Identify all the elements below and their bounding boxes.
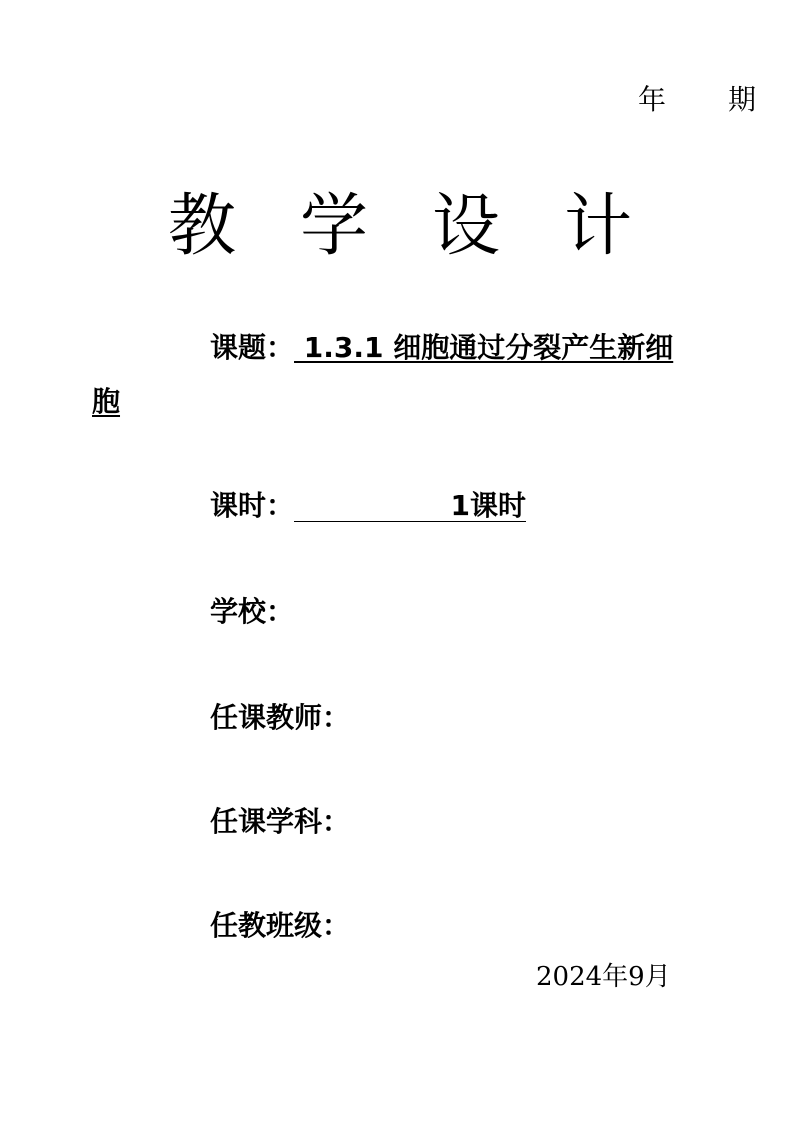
subject-label: 课题：: [210, 331, 295, 364]
period-label: 期: [727, 83, 756, 116]
subject-value-continuation: 胞: [92, 385, 121, 418]
discipline-label: 任课学科：: [210, 805, 351, 838]
lesson-label: 课时：: [210, 489, 295, 522]
school-field: [210, 590, 294, 630]
school-label: 学校：: [210, 595, 295, 628]
class-label: 任教班级：: [210, 909, 351, 942]
teacher-label: 任课教师：: [210, 701, 351, 734]
teacher-field: [210, 696, 350, 736]
document-date: 2024年9月: [536, 962, 671, 992]
subject-value: 1.3.1 细胞通过分裂产生新细: [294, 331, 674, 364]
class-field: [210, 904, 350, 944]
lesson-field: [210, 484, 526, 524]
lesson-value: 1课时: [294, 491, 526, 522]
discipline-field: [210, 800, 350, 840]
year-label: 年: [637, 83, 666, 116]
subject-field: [210, 326, 673, 366]
page-title: 教学设计: [167, 187, 696, 266]
year-period-header: [638, 78, 756, 118]
